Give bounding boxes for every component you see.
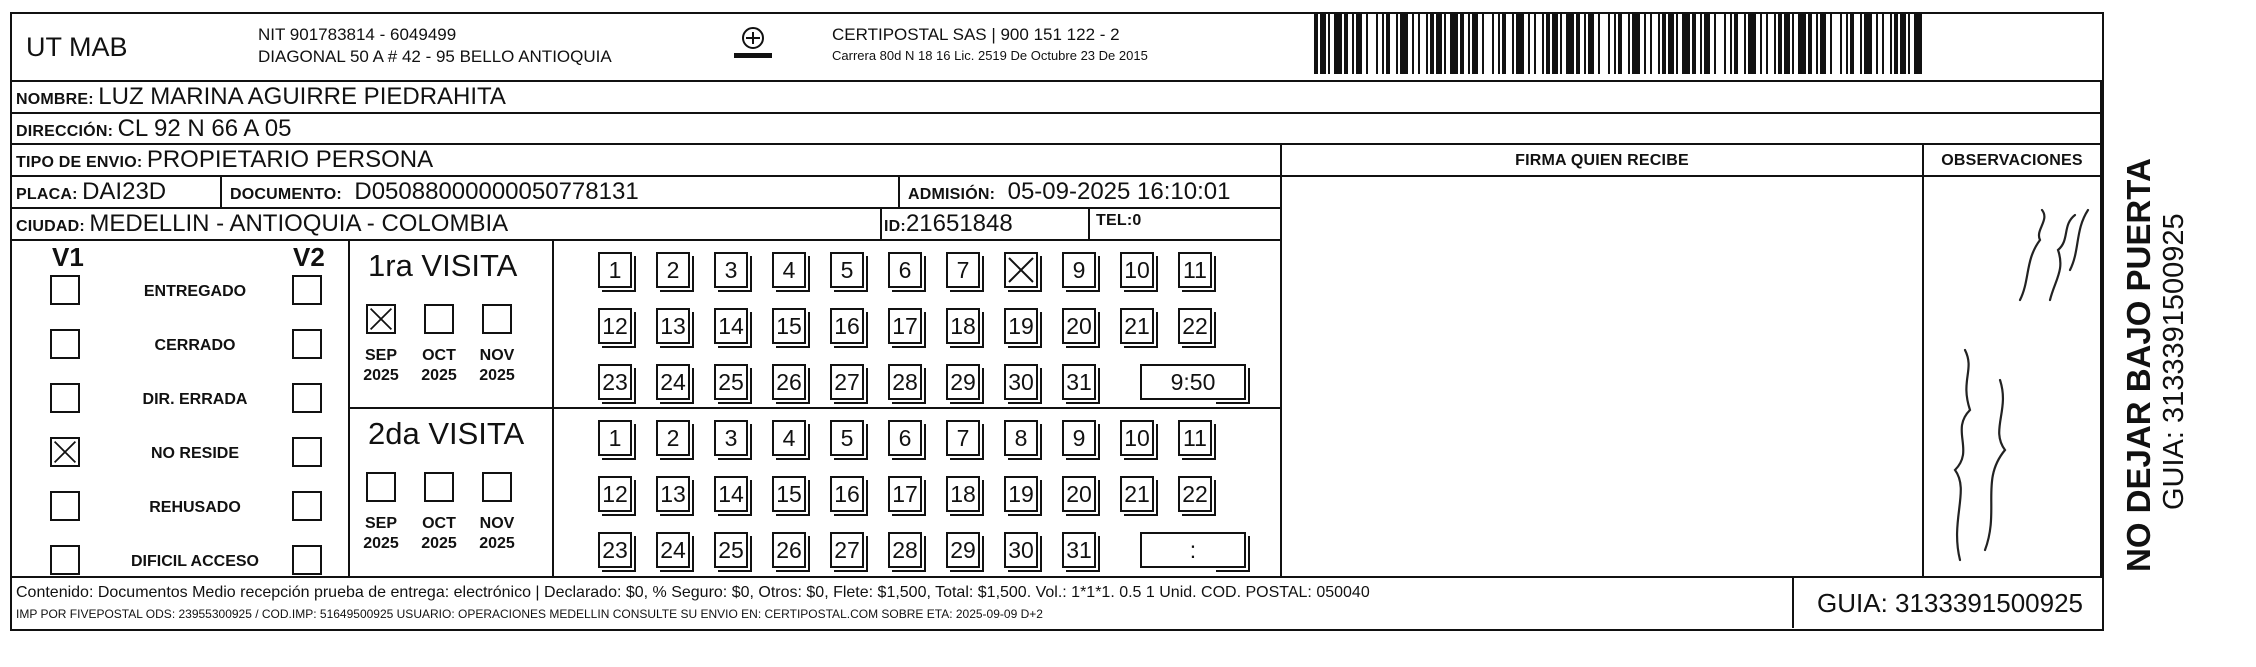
barcode-bar xyxy=(1840,14,1842,74)
footer-guia: GUIA: 3133391500925 xyxy=(1817,588,2083,618)
id-label: ID: xyxy=(884,218,906,235)
v2-checkbox[interactable] xyxy=(292,491,322,521)
barcode-bar xyxy=(1450,14,1458,74)
day-box[interactable]: 15 xyxy=(772,308,806,344)
barcode-bar xyxy=(1472,14,1478,74)
day-box[interactable]: 20 xyxy=(1062,476,1096,512)
time-box[interactable]: 9:50 xyxy=(1140,364,1246,400)
status-label: DIR. ERRADA xyxy=(142,391,248,408)
day-box[interactable]: 12 xyxy=(598,476,632,512)
barcode-bar xyxy=(1808,14,1812,74)
recipient-name: LUZ MARINA AGUIRRE PIEDRAHITA xyxy=(98,83,506,110)
month-label: SEP xyxy=(364,515,397,532)
day-box[interactable]: 28 xyxy=(888,532,922,568)
barcode-bar xyxy=(1492,14,1494,74)
status-label: CERRADO xyxy=(154,337,236,354)
day-box[interactable]: 10 xyxy=(1120,252,1154,288)
recipient-address: CL 92 N 66 A 05 xyxy=(117,115,292,142)
month-label: OCT xyxy=(422,347,456,364)
barcode-bar xyxy=(1314,14,1318,74)
side-guia: GUIA: 3133391500925 xyxy=(2158,213,2190,510)
barcode-bar xyxy=(1396,14,1398,74)
barcode-bar xyxy=(1668,14,1674,74)
barcode-bar xyxy=(1344,14,1348,74)
day-box[interactable]: 5 xyxy=(830,252,864,288)
barcode-bar xyxy=(1692,14,1696,74)
barcode-bar xyxy=(1714,14,1716,74)
barcode-bar xyxy=(1430,14,1434,74)
firma-header: FIRMA QUIEN RECIBE xyxy=(1515,152,1689,169)
visit2-title: 2da VISITA xyxy=(368,416,525,451)
day-box[interactable]: 26 xyxy=(772,364,806,400)
tipo-envio: PROPIETARIO PERSONA xyxy=(146,146,434,173)
barcode-bar xyxy=(1460,14,1464,74)
day-box[interactable]: 18 xyxy=(946,308,980,344)
nombre-label: NOMBRE: xyxy=(16,91,94,108)
day-box[interactable]: 27 xyxy=(830,532,864,568)
barcode-bar xyxy=(1760,14,1762,74)
day-box[interactable]: 4 xyxy=(772,420,806,456)
v1-checkbox[interactable] xyxy=(50,275,80,305)
sender-address: DIAGONAL 50 A # 42 - 95 BELLO ANTIOQUIA xyxy=(258,47,612,66)
barcode-bar xyxy=(1608,14,1610,74)
barcode-bar xyxy=(1676,14,1678,74)
day-box[interactable]: 19 xyxy=(1004,308,1038,344)
day-box[interactable]: 27 xyxy=(830,364,864,400)
barcode-bar xyxy=(1816,14,1818,74)
barcode-bar xyxy=(1766,14,1768,74)
status-label: ENTREGADO xyxy=(143,283,247,300)
day-box[interactable]: 9 xyxy=(1062,252,1096,288)
month-year: 2025 xyxy=(421,535,457,552)
day-box[interactable]: 31 xyxy=(1062,364,1096,400)
day-box[interactable]: 20 xyxy=(1062,308,1096,344)
barcode-bar xyxy=(1864,14,1872,74)
barcode-bar xyxy=(1502,14,1506,74)
barcode-bar xyxy=(1894,14,1898,74)
barcode-bar xyxy=(1528,14,1530,74)
day-box[interactable]: 14 xyxy=(714,308,748,344)
month-label: NOV xyxy=(479,515,515,532)
day-box[interactable]: 21 xyxy=(1120,476,1154,512)
day-box[interactable]: 4 xyxy=(772,252,806,288)
day-box[interactable] xyxy=(1004,252,1038,288)
barcode-bar xyxy=(1820,14,1826,74)
barcode-bar xyxy=(1908,14,1910,74)
barcode-bar xyxy=(1650,14,1652,74)
barcode-bar xyxy=(1320,14,1326,74)
carrier-logo xyxy=(728,26,778,60)
barcode-bar xyxy=(1724,14,1726,74)
barcode-bar xyxy=(1846,14,1848,74)
barcode-bar xyxy=(1512,14,1514,74)
day-box[interactable]: 8 xyxy=(1004,420,1038,456)
v1-header: V1 xyxy=(52,242,84,272)
barcode-bar xyxy=(1546,14,1550,74)
barcode-bar xyxy=(1498,14,1500,74)
barcode-bar xyxy=(1552,14,1558,74)
barcode-bar xyxy=(1914,14,1922,74)
side-no-dejar: NO DEJAR BAJO PUERTA xyxy=(2120,158,2157,572)
day-box[interactable]: 31 xyxy=(1062,532,1096,568)
carrier-license: Carrera 80d N 18 16 Lic. 2519 De Octubre 23 De 2015 xyxy=(832,48,1148,63)
barcode-bar xyxy=(1328,14,1330,74)
barcode-bar xyxy=(1542,14,1544,74)
visit1-title: 1ra VISITA xyxy=(368,248,518,283)
day-box[interactable]: 10 xyxy=(1120,420,1154,456)
day-box[interactable]: 9 xyxy=(1062,420,1096,456)
barcode-bar xyxy=(1792,14,1794,74)
barcode-bar xyxy=(1436,14,1442,74)
month-year: 2025 xyxy=(363,535,399,552)
day-box[interactable]: 21 xyxy=(1120,308,1154,344)
day-box[interactable]: 7 xyxy=(946,420,980,456)
barcode-bar xyxy=(1876,14,1878,74)
barcode-bar xyxy=(1658,14,1660,74)
barcode-bar xyxy=(1534,14,1536,74)
month-checkbox[interactable] xyxy=(366,472,396,502)
time-box[interactable]: : xyxy=(1140,532,1246,568)
barcode-bar xyxy=(1682,14,1690,74)
placa-value: DAI23D xyxy=(82,178,167,205)
v2-checkbox[interactable] xyxy=(292,383,322,413)
tipo-envio-label: TIPO DE ENVIO: xyxy=(16,154,143,171)
barcode-bar xyxy=(1850,14,1854,74)
day-box[interactable]: 30 xyxy=(1004,532,1038,568)
v2-checkbox[interactable] xyxy=(292,275,322,305)
day-box[interactable]: 16 xyxy=(830,308,864,344)
v1-checkbox[interactable] xyxy=(50,437,80,467)
footer-contenido: Contenido: Documentos Medio recepción prueba de entrega: electrónico | Declarado: $0, % Seguro: $0, Otros: $0, Flete: $1,500, Total: $1,500. Vol.: 1*1*1. 0.5 1 Unid. COD. POSTAL: 050040 xyxy=(16,584,1370,601)
day-box[interactable]: 18 xyxy=(946,476,980,512)
barcode-bar xyxy=(1382,14,1384,74)
status-label: DIFICIL ACCESO xyxy=(130,553,259,570)
barcode-bar xyxy=(1614,14,1616,74)
barcode-bar xyxy=(1334,14,1342,74)
day-box[interactable]: 13 xyxy=(656,308,690,344)
day-box[interactable]: 25 xyxy=(714,364,748,400)
barcode-bar xyxy=(1734,14,1738,74)
v2-checkbox[interactable] xyxy=(292,437,322,467)
day-box[interactable]: 3 xyxy=(714,420,748,456)
barcode-bar xyxy=(1700,14,1702,74)
day-box[interactable]: 26 xyxy=(772,532,806,568)
footer-imp: IMP POR FIVEPOSTAL ODS: 23955300925 / COD.IMP: 51649500925 USUARIO: OPERACIONES MEDELLIN CONSULTE SU ENVIO EN: CERTIPOSTAL.COM SOBRE ETA: 2025-09-09 D+2 xyxy=(16,607,1043,621)
status-label: REHUSADO xyxy=(149,499,241,516)
day-box[interactable]: 30 xyxy=(1004,364,1038,400)
barcode-bar xyxy=(1830,14,1832,74)
month-label: SEP xyxy=(364,347,397,364)
placa-label: PLACA: xyxy=(16,186,78,203)
v1-checkbox[interactable] xyxy=(50,329,80,359)
month-checkbox[interactable] xyxy=(424,304,454,334)
barcode-bar xyxy=(1386,14,1390,74)
observaciones-header: OBSERVACIONES xyxy=(1941,152,2083,169)
barcode-bar xyxy=(1860,14,1862,74)
barcode-bar xyxy=(1900,14,1906,74)
barcode-bar xyxy=(1704,14,1710,74)
day-box[interactable]: 22 xyxy=(1178,308,1212,344)
barcode-bar xyxy=(1356,14,1362,74)
day-box[interactable]: 23 xyxy=(598,532,632,568)
documento-label: DOCUMENTO: xyxy=(230,186,342,203)
day-box[interactable]: 11 xyxy=(1178,420,1212,456)
ciudad-label: CIUDAD: xyxy=(16,218,85,235)
tel-value: 0 xyxy=(1132,212,1142,229)
barcode-bar xyxy=(1400,14,1408,74)
observaciones-handwriting xyxy=(1930,180,2098,574)
month-checkbox[interactable] xyxy=(424,472,454,502)
month-year: 2025 xyxy=(363,367,399,384)
day-box[interactable]: 1 xyxy=(598,420,632,456)
day-box[interactable]: 22 xyxy=(1178,476,1212,512)
tel-label: TEL: xyxy=(1096,212,1133,229)
barcode-bar xyxy=(1774,14,1776,74)
month-checkbox[interactable] xyxy=(482,472,512,502)
v2-checkbox[interactable] xyxy=(292,545,322,575)
admision-value: 05-09-2025 16:10:01 xyxy=(1007,178,1231,205)
sender-nit: NIT 901783814 - 6049499 xyxy=(258,25,457,44)
day-box[interactable]: 3 xyxy=(714,252,748,288)
day-box[interactable]: 12 xyxy=(598,308,632,344)
barcode-bar xyxy=(1618,14,1622,74)
documento-value: D05088000000050778131 xyxy=(354,178,639,205)
day-box[interactable]: 19 xyxy=(1004,476,1038,512)
day-box[interactable]: 1 xyxy=(598,252,632,288)
day-box[interactable]: 17 xyxy=(888,308,922,344)
day-box[interactable]: 14 xyxy=(714,476,748,512)
barcode-bar xyxy=(1798,14,1806,74)
month-year: 2025 xyxy=(479,535,515,552)
day-box[interactable]: 5 xyxy=(830,420,864,456)
barcode xyxy=(1314,14,1924,74)
barcode-bar xyxy=(1412,14,1414,74)
barcode-bar xyxy=(1468,14,1470,74)
barcode-bar xyxy=(1744,14,1746,74)
month-checkbox[interactable] xyxy=(482,304,512,334)
month-year: 2025 xyxy=(479,367,515,384)
v1-checkbox[interactable] xyxy=(50,383,80,413)
status-label: NO RESIDE xyxy=(150,445,239,462)
day-box[interactable]: 11 xyxy=(1178,252,1212,288)
day-box[interactable]: 25 xyxy=(714,532,748,568)
barcode-bar xyxy=(1890,14,1892,74)
barcode-bar xyxy=(1598,14,1600,74)
barcode-bar xyxy=(1376,14,1378,74)
day-box[interactable]: 23 xyxy=(598,364,632,400)
day-box[interactable]: 28 xyxy=(888,364,922,400)
barcode-bar xyxy=(1632,14,1640,74)
barcode-bar xyxy=(1628,14,1630,74)
barcode-bar xyxy=(1352,14,1354,74)
barcode-bar xyxy=(1426,14,1428,74)
barcode-bar xyxy=(1576,14,1580,74)
barcode-bar xyxy=(1588,14,1594,74)
v2-checkbox[interactable] xyxy=(292,329,322,359)
day-box[interactable]: 15 xyxy=(772,476,806,512)
month-label: OCT xyxy=(422,515,456,532)
barcode-bar xyxy=(1560,14,1562,74)
direccion-label: DIRECCIÓN: xyxy=(16,123,114,140)
id-value: 21651848 xyxy=(905,210,1013,237)
day-box[interactable]: 13 xyxy=(656,476,690,512)
day-box[interactable]: 24 xyxy=(656,364,690,400)
barcode-bar xyxy=(1784,14,1790,74)
barcode-bar xyxy=(1662,14,1666,74)
day-box[interactable]: 16 xyxy=(830,476,864,512)
sender-name: UT MAB xyxy=(26,32,128,62)
barcode-bar xyxy=(1644,14,1646,74)
day-box[interactable]: 6 xyxy=(888,252,922,288)
barcode-bar xyxy=(1778,14,1782,74)
day-box[interactable]: 29 xyxy=(946,364,980,400)
barcode-bar xyxy=(1584,14,1586,74)
barcode-bar xyxy=(1748,14,1756,74)
day-box[interactable]: 29 xyxy=(946,532,980,568)
day-box[interactable]: 7 xyxy=(946,252,980,288)
carrier-name: CERTIPOSTAL SAS | 900 151 122 - 2 xyxy=(832,25,1120,44)
day-box[interactable]: 2 xyxy=(656,420,690,456)
barcode-bar xyxy=(1444,14,1446,74)
day-box[interactable]: 17 xyxy=(888,476,922,512)
ciudad-value: MEDELLIN - ANTIOQUIA - COLOMBIA xyxy=(89,210,509,237)
barcode-bar xyxy=(1882,14,1884,74)
barcode-bar xyxy=(1516,14,1524,74)
barcode-bar xyxy=(1566,14,1574,74)
admision-label: ADMISIÓN: xyxy=(908,186,996,203)
month-label: NOV xyxy=(479,347,515,364)
day-box[interactable]: 6 xyxy=(888,420,922,456)
month-checkbox[interactable] xyxy=(366,304,396,334)
v1-checkbox[interactable] xyxy=(50,545,80,575)
v1-checkbox[interactable] xyxy=(50,491,80,521)
barcode-bar xyxy=(1366,14,1368,74)
barcode-bar xyxy=(1482,14,1484,74)
barcode-bar xyxy=(1730,14,1732,74)
v2-header: V2 xyxy=(293,242,325,272)
barcode-bar xyxy=(1418,14,1420,74)
day-box[interactable]: 2 xyxy=(656,252,690,288)
month-year: 2025 xyxy=(421,367,457,384)
day-box[interactable]: 24 xyxy=(656,532,690,568)
